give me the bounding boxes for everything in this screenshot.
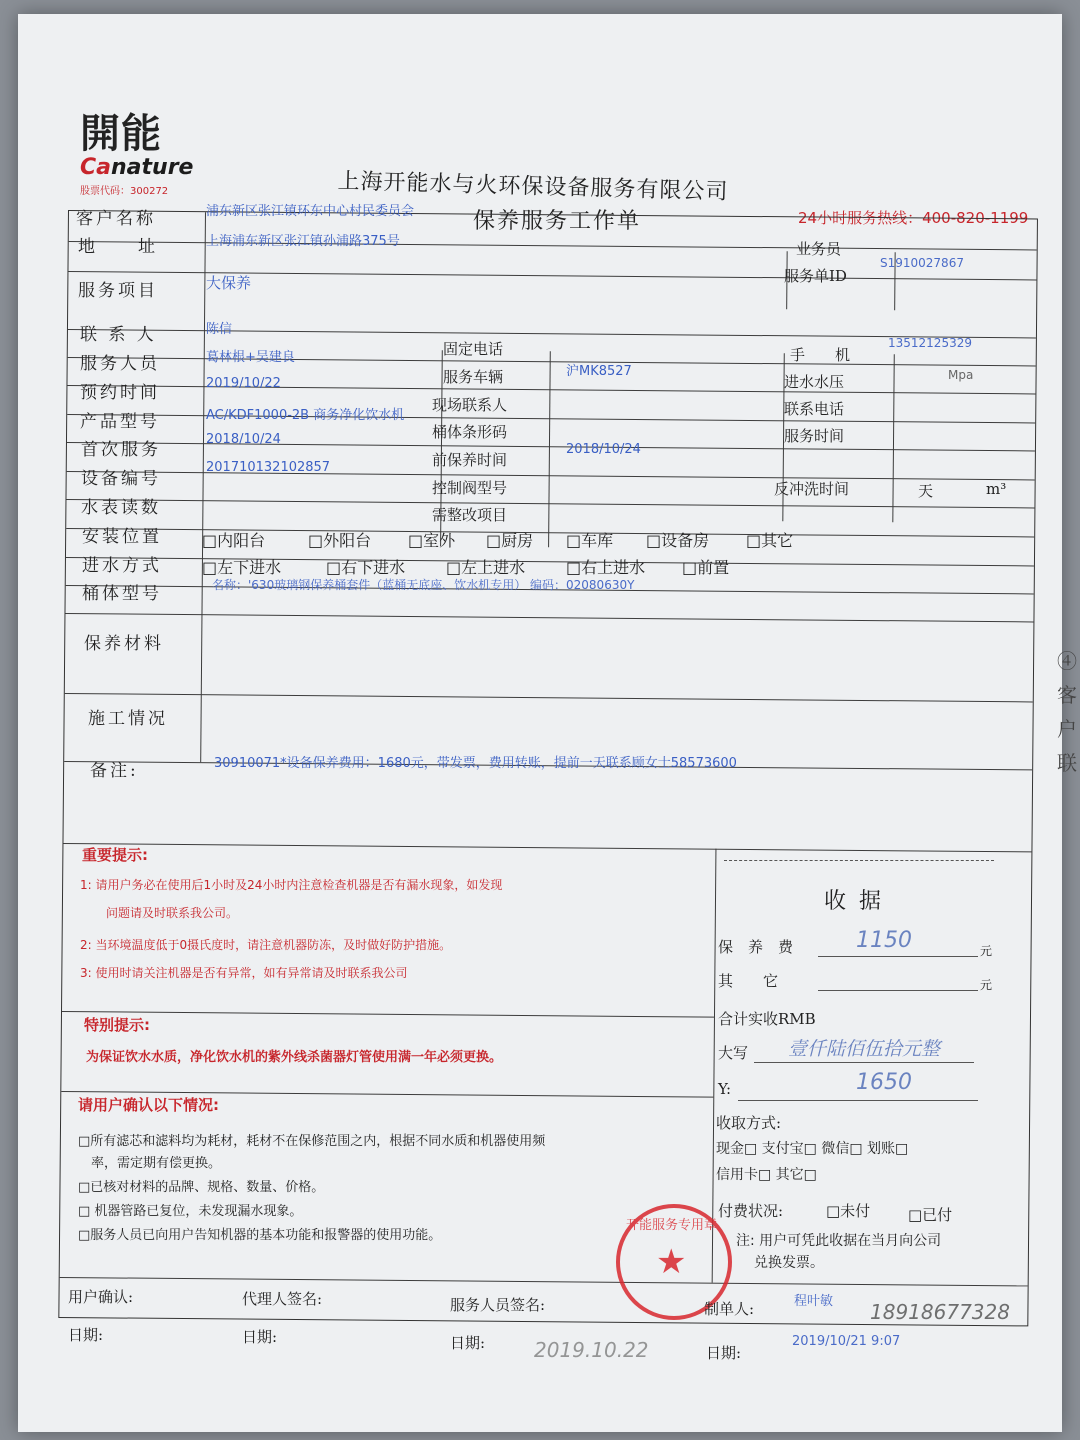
fee-handwritten: 1150 xyxy=(856,928,912,953)
value-appointment: 2019/10/22 xyxy=(206,376,281,391)
label-site-contact: 现场联系人 xyxy=(432,396,508,414)
payment-paid[interactable]: □已付 xyxy=(908,1206,953,1224)
label-first-service: 首次服务 xyxy=(81,440,161,460)
other-underline xyxy=(818,990,978,991)
value-order-id: S1910027867 xyxy=(880,256,964,270)
value-first-service: 2018/10/24 xyxy=(206,432,281,447)
receipt-note-2: 兑换发票。 xyxy=(754,1255,824,1271)
label-tank-barcode: 桶体条形码 xyxy=(432,423,508,441)
label-service-staff: 服务人员 xyxy=(80,354,160,374)
label-last-maintenance: 前保养时间 xyxy=(432,451,508,469)
company-name: 上海开能水与火环保设备服务有限公司 xyxy=(337,168,729,205)
label-valve-model: 控制阀型号 xyxy=(432,479,508,497)
label-rectify: 需整改项目 xyxy=(432,506,508,524)
label-meter-reading: 水表读数 xyxy=(81,498,161,518)
date-handwritten: 2019.10.22 xyxy=(534,1338,649,1362)
label-customer-name: 客户名称 xyxy=(76,209,156,229)
maker-date: 2019/10/21 9:07 xyxy=(792,1334,901,1349)
confirm-item-3[interactable]: □ 机器管路已复位，未发现漏水现象。 xyxy=(78,1204,303,1219)
receipt-divider xyxy=(724,860,994,861)
inlet-upper-left[interactable]: □左上进水 xyxy=(446,558,526,577)
receipt-note: 注: 用户可凭此收据在当月向公司 xyxy=(736,1233,942,1249)
confirm-item-1[interactable]: □所有滤芯和滤料均为耗材，耗材不在保修范围之内，根据不同水质和机器使用频 xyxy=(78,1134,546,1149)
m3-unit: m³ xyxy=(986,480,1007,498)
label-device-no: 设备编号 xyxy=(81,469,161,489)
maker-date-label: 日期: xyxy=(706,1344,742,1362)
seal-star-icon: ★ xyxy=(656,1242,687,1282)
hotline: 24小时服务热线：400-820-1199 xyxy=(798,209,1029,227)
install-indoor-balcony[interactable]: □内阳台 xyxy=(202,531,266,550)
label-order-id: 服务单ID xyxy=(784,267,847,285)
label-salesman: 业务员 xyxy=(796,240,842,258)
agent-date-label: 日期: xyxy=(242,1328,278,1346)
label-remarks: 备注: xyxy=(90,761,139,781)
logo-en-c: ature xyxy=(126,155,194,180)
value-address: 上海浦东新区张江镇孙浦路375号 xyxy=(206,234,400,249)
label-service-item: 服务项目 xyxy=(78,281,158,301)
label-inlet-pressure: 进水水压 xyxy=(784,373,845,391)
label-vehicle: 服务车辆 xyxy=(443,368,504,386)
notice-line-1: 1: 请用户务必在使用后1小时及24小时内注意检查机器是否有漏水现象，如发现 xyxy=(80,878,503,892)
value-product-model: AC/KDF1000-2B 商务净化饮水机 xyxy=(206,408,405,423)
other-yuan: 元 xyxy=(980,978,993,992)
value-device-no: 201710132102857 xyxy=(206,460,331,475)
confirm-item-4[interactable]: □服务人员已向用户告知机器的基本功能和报警器的使用功能。 xyxy=(78,1228,442,1243)
label-materials: 保养材料 xyxy=(84,634,164,654)
receipt-total-label: 合计实收RMB xyxy=(718,1010,816,1028)
value-customer-name: 浦东新区张江镇环东中心村民委员会 xyxy=(206,204,415,219)
document-title: 保养服务工作单 xyxy=(473,209,642,234)
user-confirm-label: 用户确认: xyxy=(68,1288,134,1306)
staff-sign-label: 服务人员签名: xyxy=(450,1296,546,1314)
logo-en xyxy=(80,155,193,180)
payment-unpaid[interactable]: □未付 xyxy=(826,1202,871,1220)
seal-text: 开能服务专用章 xyxy=(626,1218,718,1233)
fee-underline xyxy=(818,956,978,957)
label-appointment: 预约时间 xyxy=(80,383,160,403)
receipt-methods-1[interactable]: 现金□ 支付宝□ 微信□ 划账□ xyxy=(716,1141,909,1157)
confirm-item-1b: 率，需定期有偿更换。 xyxy=(78,1156,222,1171)
maker-label: 制单人: xyxy=(704,1300,755,1318)
staff-date-label: 日期: xyxy=(450,1334,486,1352)
label-install-location: 安装位置 xyxy=(82,527,162,547)
inlet-lower-right[interactable]: □右下进水 xyxy=(326,558,406,577)
label-landline: 固定电话 xyxy=(443,340,504,358)
user-date-label: 日期: xyxy=(68,1326,104,1344)
phone-handwritten: 18918677328 xyxy=(870,1300,1010,1324)
receipt-method-label: 收取方式: xyxy=(716,1114,782,1132)
logo-en-b: n xyxy=(111,155,127,180)
install-outdoor-balcony[interactable]: □外阳台 xyxy=(308,531,372,550)
install-garage[interactable]: □车库 xyxy=(566,531,614,550)
work-order-sheet xyxy=(18,14,1077,1432)
receipt-fee-label: 保 养 费 xyxy=(718,938,794,956)
value-last-maintenance: 2018/10/24 xyxy=(566,442,641,457)
value-remarks: 30910071*设备保养费用：1680元，带发票，费用转账，提前一天联系顾女士58573600 xyxy=(214,756,737,771)
label-address: 地 址 xyxy=(78,237,158,257)
agent-sign-label: 代理人签名: xyxy=(242,1290,323,1308)
value-contact: 陈信 xyxy=(206,322,233,337)
maker-name: 程叶敏 xyxy=(794,1294,834,1309)
label-contact: 联 系 人 xyxy=(80,325,157,345)
fee-yuan: 元 xyxy=(980,944,993,958)
value-vehicle: 沪MK8527 xyxy=(566,364,632,379)
receipt-methods-2[interactable]: 信用卡□ 其它□ xyxy=(716,1167,817,1183)
yen-underline xyxy=(738,1100,978,1101)
confirm-item-2[interactable]: □已核对材料的品牌、规格、数量、价格。 xyxy=(78,1180,325,1195)
value-mobile: 13512125329 xyxy=(888,336,972,350)
value-service-item: 大保养 xyxy=(206,274,252,292)
label-service-time: 服务时间 xyxy=(784,427,845,445)
install-equipment-room[interactable]: □设备房 xyxy=(646,531,710,550)
label-product-model: 产品型号 xyxy=(80,412,160,432)
yen-handwritten: 1650 xyxy=(856,1070,912,1095)
label-construction: 施工情况 xyxy=(88,709,168,729)
install-kitchen[interactable]: □厨房 xyxy=(486,531,534,550)
payment-status-label: 付费状况: xyxy=(718,1202,784,1220)
receipt-title: 收 据 xyxy=(824,889,884,914)
special-heading: 特别提示: xyxy=(84,1016,150,1034)
confirm-heading: 请用户确认以下情况: xyxy=(78,1096,219,1114)
day-unit: 天 xyxy=(918,482,934,500)
receipt-upper-label: 大写 xyxy=(718,1044,749,1062)
upper-underline xyxy=(754,1062,974,1063)
logo-cn: 開能 xyxy=(80,111,162,157)
value-service-staff: 葛林根+吴建良 xyxy=(206,350,295,365)
label-contact-phone: 联系电话 xyxy=(784,400,845,418)
inlet-front[interactable]: □前置 xyxy=(682,558,730,577)
notice-line-2: 2: 当环境温度低于0摄氏度时，请注意机器防冻，及时做好防护措施。 xyxy=(80,938,452,952)
label-inlet-method: 进水方式 xyxy=(82,556,162,576)
receipt-other-label: 其 它 xyxy=(718,972,779,990)
install-outdoor[interactable]: □室外 xyxy=(408,531,456,550)
notice-line-1b: 问题请及时联系我公司。 xyxy=(106,906,239,920)
logo-en-a: Ca xyxy=(80,155,111,180)
install-other[interactable]: □其它 xyxy=(746,531,794,550)
copy-label: ④客户联 xyxy=(1057,649,1077,775)
label-mobile: 手 机 xyxy=(790,346,851,364)
value-tank-model: 名称：'630玻璃钢保养桶套件（蓝桶无底座、饮水机专用） 编码：02080630Y xyxy=(212,578,635,592)
inlet-upper-right[interactable]: □右上进水 xyxy=(566,558,646,577)
notice-heading: 重要提示: xyxy=(82,846,148,864)
receipt-yen-label: Y: xyxy=(718,1080,732,1098)
inlet-lower-left[interactable]: □左下进水 xyxy=(202,558,282,577)
upper-handwritten: 壹仟陆佰伍拾元整 xyxy=(788,1038,941,1060)
special-text: 为保证饮水水质，净化饮水机的紫外线杀菌器灯管使用满一年必须更换。 xyxy=(86,1050,503,1065)
mpa-unit: Mpa xyxy=(948,368,974,382)
label-backwash: 反冲洗时间 xyxy=(774,480,850,498)
logo xyxy=(80,102,193,197)
label-tank-model: 桶体型号 xyxy=(82,584,162,604)
notice-line-3: 3: 使用时请关注机器是否有异常，如有异常请及时联系我公司 xyxy=(80,966,408,980)
stock-code: 股票代码：300272 xyxy=(80,186,169,197)
